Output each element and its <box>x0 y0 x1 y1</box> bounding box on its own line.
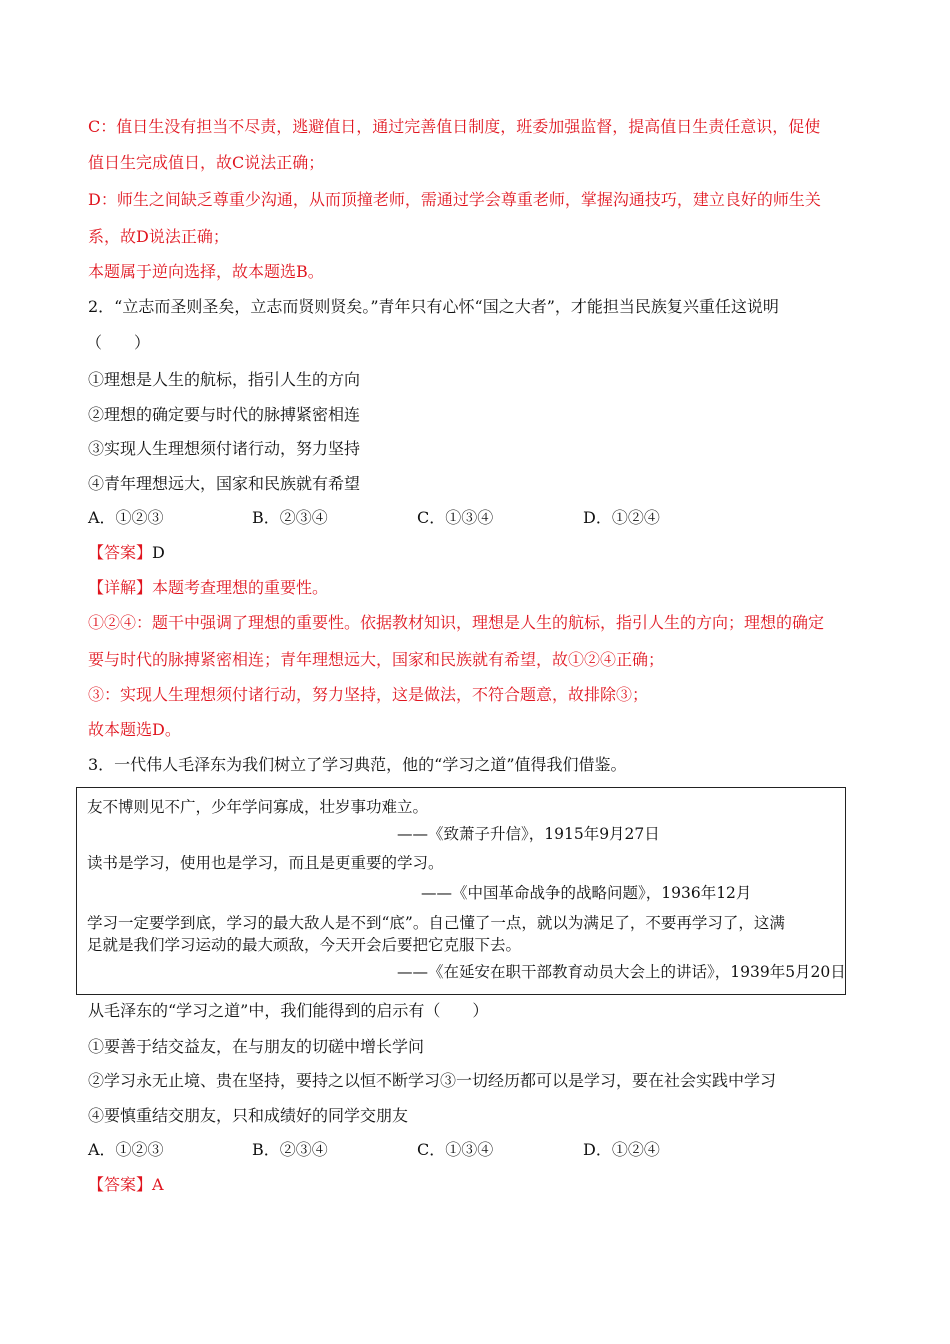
analysis-c-line2: 值日生完成值日，故C说法正确； <box>88 153 325 172</box>
q2-item-1: ①理想是人生的航标，指引人生的方向 <box>88 370 361 389</box>
q2-analysis-1-line2: 要与时代的脉搏紧密相连；青年理想远大，国家和民族就有希望，故①②④正确； <box>88 650 665 669</box>
q3-option-d: D．①②④ <box>583 1140 660 1159</box>
q3-item-3: ④要慎重结交朋友，只和成绩好的同学交朋友 <box>88 1106 409 1125</box>
detail-tag: 【详解】 <box>88 578 153 597</box>
quote-1-source: ——《致萧子升信》，1915年9月27日 <box>397 825 660 843</box>
quote-2-source: ——《中国革命战争的战略问题》，1936年12月 <box>421 884 752 902</box>
q2-item-2: ②理想的确定要与时代的脉搏紧密相连 <box>88 405 361 424</box>
answer-value: D <box>152 543 165 562</box>
q2-answer <box>88 543 165 563</box>
q2-paren: （ ） <box>86 333 151 352</box>
q2-item-4: ④青年理想远大，国家和民族就有希望 <box>88 474 361 493</box>
quote-1-text: 友不博则见不广，少年学问寡成，壮岁事功难立。 <box>87 798 429 816</box>
q2-analysis-1-line1: ①②④：题干中强调了理想的重要性。依据教材知识，理想是人生的航标，指引人生的方向；理想的确定 <box>88 613 825 632</box>
q2-option-a: A．①②③ <box>88 508 164 527</box>
quote-3-source: ——《在延安在职干部教育动员大会上的讲话》，1939年5月20日 <box>397 963 846 981</box>
q3-item-2: ②学习永无止境、贵在坚持，要持之以恒不断学习③一切经历都可以是学习，要在社会实践中学习 <box>88 1071 777 1090</box>
quote-box <box>76 787 846 995</box>
q2-option-b: B．②③④ <box>252 508 328 527</box>
detail-text: 本题考查理想的重要性。 <box>152 578 329 597</box>
answer-tag: 【答案】 <box>88 1175 153 1194</box>
q2-item-3: ③实现人生理想须付诸行动，努力坚持 <box>88 439 361 458</box>
q2-conclusion: 故本题选D。 <box>88 720 181 739</box>
q3-option-a: A．①②③ <box>88 1140 164 1159</box>
q3-stem: 3．一代伟人毛泽东为我们树立了学习典范，他的“学习之道”值得我们借鉴。 <box>88 755 627 774</box>
quote-2-text: 读书是学习，使用也是学习，而且是更重要的学习。 <box>87 854 444 872</box>
quote-3-text-line2: 足就是我们学习运动的最大顽敌，今天开会后要把它克服下去。 <box>87 936 522 954</box>
q3-item-1: ①要善于结交益友，在与朋友的切磋中增长学问 <box>88 1037 425 1056</box>
q3-question: 从毛泽东的“学习之道”中，我们能得到的启示有（ ） <box>88 1001 489 1020</box>
q2-option-d: D．①②④ <box>583 508 660 527</box>
q3-option-b: B．②③④ <box>252 1140 328 1159</box>
analysis-conclusion: 本题属于逆向选择，故本题选B。 <box>88 262 324 281</box>
analysis-c-line1: C：值日生没有担当不尽责，逃避值日，通过完善值日制度，班委加强监督，提高值日生责任意识，促使 <box>88 117 821 136</box>
analysis-d-line1: D：师生之间缺乏尊重少沟通，从而顶撞老师，需通过学会尊重老师，掌握沟通技巧，建立良好的师生关 <box>88 190 821 209</box>
answer-value: A <box>152 1175 164 1194</box>
q2-analysis-2: ③：实现人生理想须付诸行动，努力坚持，这是做法，不符合题意，故排除③； <box>88 685 649 704</box>
analysis-d-line2: 系，故D说法正确； <box>88 227 229 246</box>
q2-option-c: C．①③④ <box>417 508 494 527</box>
q3-answer <box>88 1175 164 1195</box>
q2-stem: 2．“立志而圣则圣矣，立志而贤则贤矣。”青年只有心怀“国之大者”，才能担当民族复兴重任这说明 <box>88 297 779 316</box>
q3-option-c: C．①③④ <box>417 1140 494 1159</box>
q2-detail <box>88 578 328 598</box>
quote-3-text-line1: 学习一定要学到底，学习的最大敌人是不到“底”。自己懂了一点，就以为满足了，不要再学习了，这满 <box>87 914 785 932</box>
answer-tag: 【答案】 <box>88 543 153 562</box>
